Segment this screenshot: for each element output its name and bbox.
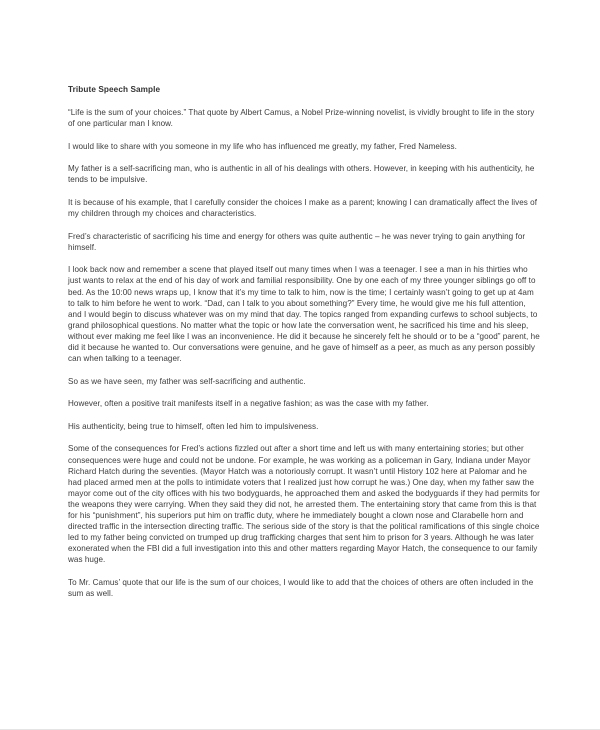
paragraph-summary: So as we have seen, my father was self-sacrificing and authentic. — [68, 376, 306, 386]
paragraph-camus-quote: “Life is the sum of your choices.” That quote by Albert Camus, a Nobel Prize-winning novelist, is vividly brought to life in the story of one particular man I know. — [68, 108, 535, 129]
paragraph-negative-trait: However, often a positive trait manifests itself in a negative fashion; as was the case with my father. — [68, 399, 429, 409]
paragraph-teenage-memory: I look back now and remember a scene that played itself out many times when I was a teenager. I see a man in his thirties who just wants to relax at the end of his day of work and familial responsibility. One by one each of my three younger siblings go off to bed. As the 10:00 news wraps up, I know that it’s my time to talk to him, now is the time; I certainly wasn’t going to get up at 4am to talk to him before he went to work. “Dad, can I talk to you about something?” Every time, he would give me his full attention, and I would begin to discuss whatever was on my mind that day. The topics ranged from expanding curfews to school subjects, to grand philosophical questions. No matter what the topic or how late the conversation went, he sacrificed his time and his sleep, without ever making me feel like I was an inconvenience. He did it because he sincerely felt he should or to be a “good” parent, he did it because he wanted to. Our conversations were genuine, and he gave of himself as a peer, as much as any person possibly can when talking to a teenager. — [68, 265, 540, 364]
paragraph-impulsiveness: His authenticity, being true to himself, often led him to impulsiveness. — [68, 421, 319, 431]
paragraph-sacrifice: Fred’s characteristic of sacrificing his time and energy for others was quite authentic – he was never trying to gain anything for himself. — [68, 231, 526, 252]
document-title: Tribute Speech Sample — [68, 85, 161, 94]
paragraph-introduction: I would like to share with you someone in my life who has influenced me greatly, my father, Fred Nameless. — [68, 141, 457, 151]
paragraph-father-traits: My father is a self-sacrificing man, who is authentic in all of his dealings with others. However, in keeping with his authenticity, he tends to be impulsive. — [68, 164, 535, 185]
paragraph-example: It is because of his example, that I carefully consider the choices I make as a parent; knowing I can dramatically affect the lives of my children through my choices and characteristics. — [68, 197, 538, 219]
paragraph-conclusion: To Mr. Camus’ quote that our life is the sum of our choices, I would like to add that the choices of others are often included in the sum as well. — [68, 578, 534, 599]
paragraph-consequences: Some of the consequences for Fred’s actions fizzled out after a short time and left us with many entertaining stories; but other consequences were huge and could not be undone. For example, he was working as a policeman in Gary, Indiana under Mayor Richard Hatch during the seventies. (Mayor Hatch was a notoriously corrupt. It wasn’t until History 102 here at Palomar and he had placed armed men at the polls to intimidate voters that I realized just how corrupt he was.) One day, when my father saw the mayor come out of the city offices with his two bodyguards, he approached them and asked the bodyguards if they had permits for the weapons they were carrying. When they said they did not, he arrested them. The entertaining story that came from this is that for his “punishment”, his superiors put him on traffic duty, where he immediately bought a clown nose and Clarabelle horn and directed traffic in the intersection directing traffic. The serious side of the story is that the political ramifications of this single choice led to my father being convicted on trumped up drug trafficking charges that sent him to prison for 3 years. Although he was later exonerated when the FBI did a full investigation into this and other matters regarding Mayor Hatch, the consequence to our family was huge. — [68, 444, 540, 565]
